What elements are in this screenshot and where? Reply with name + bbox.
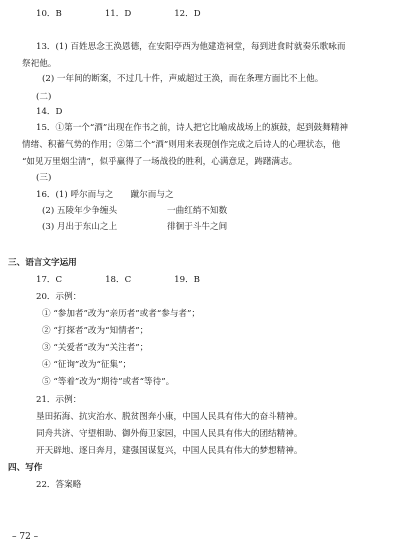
answer-16-part1: 16．(1) 呼尔而与之 蹴尔而与之 xyxy=(36,190,174,200)
answer-20-item2: ② “打探者”改为“知情者”； xyxy=(42,326,149,336)
answer-16-part3-b: 徘徊于斗牛之间 xyxy=(167,222,228,232)
answer-20-item5: ⑤ “等着”改为“期待”或者“等待”。 xyxy=(42,377,175,387)
answers-10-12: 10．B 11．D 12．D xyxy=(36,9,201,19)
answer-15-line3: “如见万里烟尘清”，似乎赢得了一场战役的胜利，心满意足，踌躇满志。 xyxy=(22,157,298,167)
answer-20-heading: 20．示例： xyxy=(36,292,82,302)
answer-21-heading: 21．示例： xyxy=(36,395,82,405)
section-heading-language: 三、语言文字运用 xyxy=(8,258,77,268)
answer-13-part1-cont: 祭祀他。 xyxy=(22,59,57,69)
answer-16-part2-b: 一曲红绡不知数 xyxy=(167,206,228,216)
answer-15-line2: 情绪、积蓄气势的作用；②第二个“酒”则用来表现创作完成之后诗人的心理状态，他 xyxy=(22,140,341,150)
answer-21-line1: 垦田拓海、抗灾治水、脱贫图奔小康，中国人民具有伟大的奋斗精神。 xyxy=(36,412,303,422)
page-number: – 72 – xyxy=(12,532,39,542)
answer-15-line1: 15．①第一个“酒”出现在作书之前，诗人把它比喻成战场上的旗鼓，起到鼓舞精神 xyxy=(36,123,348,133)
answer-20-item3: ③ “关爱者”改为“关注者”； xyxy=(42,343,149,353)
answers-17-19: 17．C 18．C 19．B xyxy=(36,275,200,285)
answer-14: 14．D xyxy=(36,107,63,117)
answer-20-item4: ④ “征询”改为“征集”； xyxy=(42,360,132,370)
answer-21-line3: 开天辟地、逐日奔月，建强国谋复兴，中国人民具有伟大的梦想精神。 xyxy=(36,446,303,456)
answer-20-item1: ① “参加者”改为“亲历者”或者“参与者”； xyxy=(42,309,200,319)
section-heading-3: (三) xyxy=(36,173,52,183)
section-heading-2: (二) xyxy=(36,92,52,102)
answer-16-part2-a: (2) 五陵年少争缠头 xyxy=(42,206,118,216)
answer-13-part2: (2) 一年间的断案，不过几十件，声威超过王涣，而在条理方面比不上他。 xyxy=(42,74,324,84)
answer-22: 22．答案略 xyxy=(36,480,82,490)
answer-21-line2: 同舟共济、守望相助、御外侮卫家园，中国人民具有伟大的团结精神。 xyxy=(36,429,303,439)
answer-13-part1: 13．(1) 百姓思念王涣恩德，在安阳亭西为他建造祠堂，每到进食时就奏乐歌咏而 xyxy=(36,42,346,52)
answer-16-part3-a: (3) 月出于东山之上 xyxy=(42,222,118,232)
section-heading-writing: 四、写作 xyxy=(8,463,43,473)
